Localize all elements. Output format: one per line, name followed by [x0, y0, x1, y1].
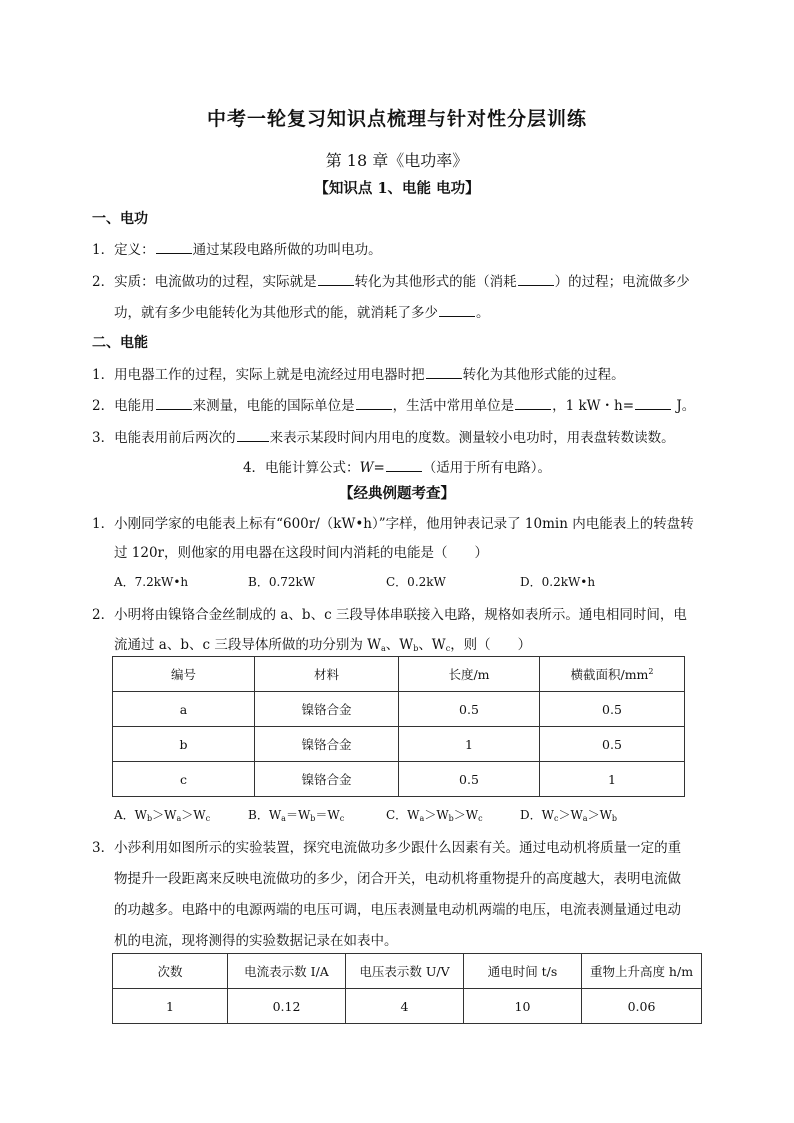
section-heading-electric-work: 一、电功: [92, 211, 148, 227]
fill-blank[interactable]: [156, 395, 192, 410]
text-segment: ＞W: [453, 808, 479, 822]
q2-stem-line-1: 2．小明将由镍铬合金丝制成的 a、b、c 三段导体串联接入电路，规格如表所示。通电相同时间，电: [92, 607, 687, 623]
fill-blank[interactable]: [439, 302, 475, 317]
text-segment: 转化为其他形式能的过程。: [462, 367, 625, 383]
fill-blank[interactable]: [237, 427, 269, 442]
superscript: 2: [648, 666, 654, 676]
fill-blank[interactable]: [635, 395, 671, 410]
energy-line-2: [92, 394, 695, 414]
text-segment: D．W: [520, 808, 554, 822]
table-cell: b: [113, 727, 255, 762]
text-segment: ＝W: [285, 808, 311, 822]
q2-option-b[interactable]: [248, 806, 344, 823]
examples-heading: 【经典例题考查】: [339, 485, 455, 502]
q1-option-b[interactable]: B．0.72kW: [248, 575, 316, 589]
q1-option-a[interactable]: A．7.2kW•h: [114, 575, 189, 589]
text-segment: ＞W: [587, 808, 612, 822]
subscript: a: [176, 814, 182, 823]
table-header-cell: 电压表示数 U/V: [346, 954, 464, 989]
q2-spec-table: [112, 656, 685, 797]
text-segment: ＞W: [181, 808, 206, 822]
table-cell: 1: [113, 989, 228, 1024]
text-segment: 1．用电器工作的过程，实际上就是电流经过用电器时把: [92, 367, 425, 383]
energy-formula-line: [0, 456, 794, 476]
q1-option-d[interactable]: D．0.2kW•h: [520, 575, 596, 589]
section-heading-electric-energy: 二、电能: [92, 335, 148, 351]
table-header-cell: 通电时间 t/s: [464, 954, 582, 989]
text-segment: 流通过 a、b、c 三段导体所做的功分别为 W: [114, 637, 382, 653]
subscript: a: [582, 814, 588, 823]
formula-symbol: W: [359, 460, 374, 476]
table-cell: c: [113, 762, 255, 797]
text-segment: 、W: [418, 637, 446, 653]
text-segment: A．W: [114, 808, 148, 822]
text-segment: ＞W: [152, 808, 177, 822]
q1-stem-line-2: 过 120r，则他家的用电器在这段时间内消耗的电能是（ ）: [114, 545, 489, 561]
subscript: b: [310, 814, 316, 823]
table-cell: 镍铬合金: [255, 727, 399, 762]
knowledge-point-heading: 【知识点 1、电能 电功】: [314, 180, 480, 197]
text-segment: ，1 kW・h=: [552, 398, 635, 414]
fill-blank[interactable]: [356, 395, 392, 410]
energy-line-1: [92, 363, 625, 383]
text-segment: （适用于所有电路）。: [422, 460, 552, 476]
text-segment: 2．实质：电流做功的过程，实际就是: [92, 274, 317, 290]
table-row: [113, 989, 702, 1024]
q2-option-c[interactable]: [386, 806, 483, 823]
q1-option-c[interactable]: C．0.2kW: [386, 575, 446, 589]
text-segment: ，生活中常用单位是: [392, 398, 515, 414]
text-segment: 功，就有多少电能转化为其他形式的能，就消耗了多少: [114, 305, 438, 321]
table-header-cell: 编号: [113, 657, 255, 692]
table-cell: 1: [540, 762, 685, 797]
table-cell: a: [113, 692, 255, 727]
text-segment: 转化为其他形式的能（消耗: [354, 274, 517, 290]
table-header-cell: 材料: [255, 657, 399, 692]
table-cell: 1: [399, 727, 540, 762]
text-segment: 来表示某段时间内用电的度数。测量较小电功时，用表盘转数读数。: [269, 430, 675, 446]
table-header-row: [113, 954, 702, 989]
q2-option-a[interactable]: [114, 806, 210, 823]
fill-blank[interactable]: [318, 271, 354, 286]
table-row: [113, 762, 685, 797]
essence-line-2: [114, 301, 490, 321]
subscript: c: [445, 644, 451, 653]
q3-data-table: [112, 953, 702, 1024]
fill-blank[interactable]: [518, 271, 554, 286]
text-segment: ＞W: [424, 808, 449, 822]
subscript: c: [478, 814, 483, 823]
subscript: a: [381, 644, 386, 653]
fill-blank[interactable]: [515, 395, 551, 410]
page-title: 中考一轮复习知识点梳理与针对性分层训练: [206, 108, 587, 130]
subscript: c: [205, 814, 211, 823]
q2-stem-line-2: [114, 633, 531, 653]
text-segment: ＞W: [558, 808, 583, 822]
text-segment: 1．定义：: [92, 242, 155, 258]
table-header-cell: 次数: [113, 954, 228, 989]
text-segment: 。: [476, 305, 490, 321]
essence-line-1: [92, 270, 690, 290]
table-cell: 4: [346, 989, 464, 1024]
text-segment: 通过某段电路所做的功叫电功。: [192, 242, 382, 258]
table-cell: 0.5: [399, 762, 540, 797]
table-cell: 0.5: [540, 727, 685, 762]
subscript: a: [281, 814, 286, 823]
table-cell: 10: [464, 989, 582, 1024]
text-segment: =: [373, 460, 385, 476]
fill-blank[interactable]: [156, 239, 192, 254]
text-segment: 来测量，电能的国际单位是: [192, 398, 355, 414]
table-header-cell: [540, 657, 685, 692]
table-cell: 镍铬合金: [255, 762, 399, 797]
table-cell: 0.12: [228, 989, 346, 1024]
table-cell: 0.06: [582, 989, 702, 1024]
text-segment: J。: [672, 398, 696, 414]
subscript: c: [553, 814, 559, 823]
text-segment: 、W: [385, 637, 414, 653]
definition-line: [92, 238, 382, 258]
text-segment: 2．电能用: [92, 398, 155, 414]
table-header-row: [113, 657, 685, 692]
text-segment: B．W: [248, 808, 282, 822]
fill-blank[interactable]: [386, 457, 422, 472]
table-cell: 镍铬合金: [255, 692, 399, 727]
subscript: b: [413, 644, 419, 653]
subscript: b: [448, 814, 454, 823]
text-segment: ＝W: [315, 808, 340, 822]
text-segment: ，则（ ）: [450, 637, 532, 653]
table-header-cell: 电流表示数 I/A: [228, 954, 346, 989]
subscript: a: [419, 814, 425, 823]
q3-stem-line-2: 物提升一段距离来反映电流做功的多少，闭合开关，电动机将重物提升的高度越大，表明电流做: [114, 871, 681, 887]
table-row: [113, 692, 685, 727]
q2-option-d[interactable]: [520, 806, 617, 823]
chapter-title: 第 18 章《电功率》: [325, 151, 469, 170]
text-segment: ）的过程；电流做多少: [554, 274, 690, 290]
energy-line-3: [92, 426, 675, 446]
q3-stem-line-1: 3．小莎利用如图所示的实验装置，探究电流做功多少跟什么因素有关。通过电动机将质量一定的重: [92, 840, 682, 856]
table-cell: 0.5: [399, 692, 540, 727]
text-segment: 横截面积/mm: [570, 667, 649, 682]
subscript: b: [611, 814, 618, 823]
text-segment: 4．电能计算公式：: [242, 460, 360, 476]
table-cell: 0.5: [540, 692, 685, 727]
q1-stem-line-1: 1．小刚同学家的电能表上标有“600r/（kW•h）”字样，他用钟表记录了 10min 内电能表上的转盘转: [92, 516, 694, 532]
fill-blank[interactable]: [426, 364, 462, 379]
q3-stem-line-4: 机的电流，现将测得的实验数据记录在如表中。: [114, 933, 398, 949]
q3-stem-line-3: 的功越多。电路中的电源两端的电压可调，电压表测量电动机两端的电压，电流表测量通过电动: [114, 902, 681, 918]
text-segment: 3．电能表用前后两次的: [92, 430, 236, 446]
subscript: b: [147, 814, 153, 823]
subscript: c: [339, 814, 345, 823]
table-header-cell: 重物上升高度 h/m: [582, 954, 702, 989]
text-segment: C．W: [386, 808, 420, 822]
table-row: [113, 727, 685, 762]
table-header-cell: 长度/m: [399, 657, 540, 692]
